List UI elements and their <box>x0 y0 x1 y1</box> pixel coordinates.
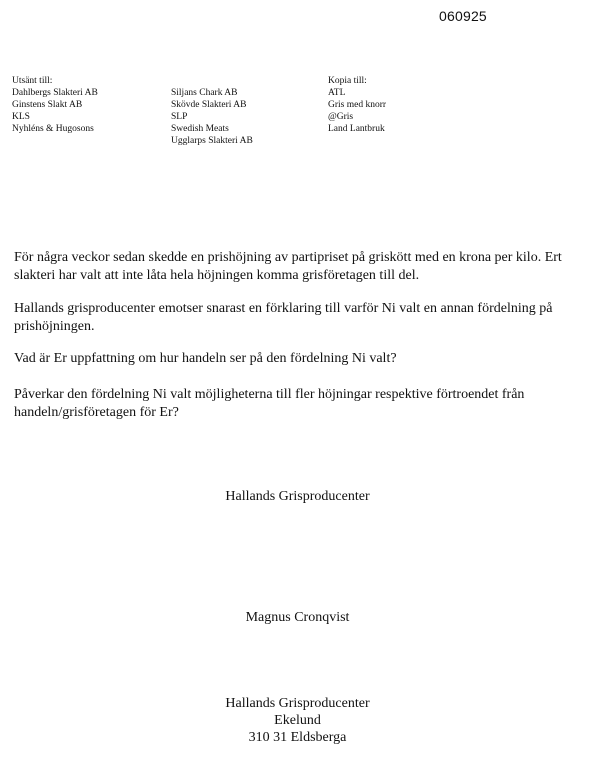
address-postal: 310 31 Eldsberga <box>248 730 347 745</box>
signature-organization: Hallands Grisproducenter <box>225 489 370 504</box>
recipient: Nyhléns & Hugosons <box>12 124 94 134</box>
copy-recipient: ATL <box>328 88 346 98</box>
copy-to-label: Kopia till: <box>328 76 367 86</box>
recipient: Siljans Chark AB <box>171 88 238 98</box>
letter-paragraph: För några veckor sedan skedde en prishöjning av partipriset på griskött med en krona per kilo. Ert slakteri har valt att inte låta hela höjningen komma grisföretagen till del. <box>14 250 562 283</box>
signatory-name: Magnus Cronqvist <box>245 610 350 625</box>
recipient: Ugglarps Slakteri AB <box>171 136 253 146</box>
sent-to-label: Utsänt till: <box>12 76 53 86</box>
recipient: Skövde Slakteri AB <box>171 100 247 110</box>
copy-recipient: Gris med knorr <box>328 100 387 110</box>
recipient: KLS <box>12 112 30 122</box>
copy-to-column <box>328 75 386 135</box>
recipient: SLP <box>171 112 188 122</box>
sender-address <box>0 695 595 746</box>
recipient: Dahlbergs Slakteri AB <box>12 88 98 98</box>
address-street: Ekelund <box>274 713 321 728</box>
distribution-column-1 <box>12 75 98 135</box>
recipient: Ginstens Slakt AB <box>12 100 83 110</box>
address-organization: Hallands Grisproducenter <box>225 696 370 711</box>
letter-paragraph: Påverkar den fördelning Ni valt möjligheterna till fler höjningar respektive förtroendet från handeln/grisföretagen för Er? <box>14 387 525 420</box>
distribution-column-2 <box>171 87 253 147</box>
document-date: 060925 <box>439 8 487 24</box>
copy-recipient: @Gris <box>328 112 354 122</box>
copy-recipient: Land Lantbruk <box>328 124 385 134</box>
recipient: Swedish Meats <box>171 124 229 134</box>
letter-paragraph: Vad är Er uppfattning om hur handeln ser på den fördelning Ni valt? <box>14 351 397 366</box>
letter-paragraph: Hallands grisproducenter emotser snarast en förklaring till varför Ni valt en annan fördelning på prishöjningen. <box>14 301 553 334</box>
